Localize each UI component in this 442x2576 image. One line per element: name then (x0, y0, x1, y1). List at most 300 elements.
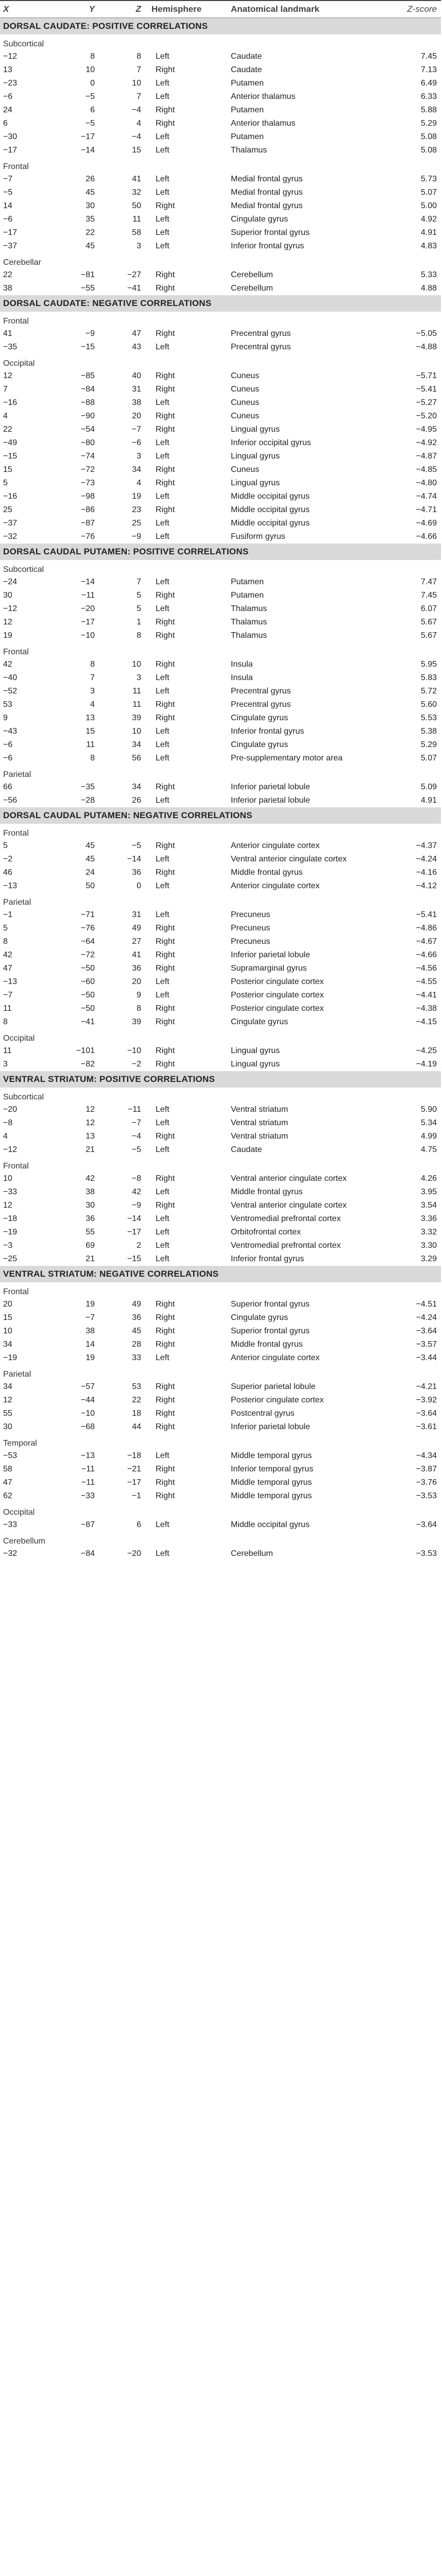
cell-y: −72 (80, 465, 95, 474)
cell-landmark: Caudate (231, 52, 262, 61)
cell-y: −17 (80, 618, 95, 626)
cell-z: 10 (132, 727, 141, 736)
region-row (0, 354, 441, 369)
region-row (0, 1282, 441, 1298)
cell-landmark: Medial frontal gyrus (231, 201, 303, 210)
table-row (0, 989, 441, 1002)
cell-z: 41 (132, 951, 141, 959)
cell-zscore: −3.53 (416, 1549, 437, 1558)
cell-x: 34 (3, 1382, 12, 1391)
cell-y: 22 (86, 228, 95, 237)
region-row (0, 1503, 441, 1518)
cell-y: 7 (90, 673, 95, 682)
cell-zscore: 4.75 (420, 1145, 437, 1154)
cell-z: −7 (131, 1118, 141, 1127)
cell-z: 4 (137, 119, 141, 128)
cell-hemisphere: Right (156, 479, 175, 487)
cell-landmark: Cerebellum (231, 284, 273, 293)
cell-hemisphere: Right (156, 1327, 175, 1335)
cell-landmark: Middle frontal gyrus (231, 1188, 303, 1196)
cell-zscore: −4.38 (416, 1004, 437, 1013)
cell-y: 35 (86, 215, 95, 224)
cell-x: 6 (3, 119, 8, 128)
cell-x: −56 (3, 796, 18, 805)
cell-x: 12 (3, 618, 12, 626)
cell-x: −2 (3, 855, 13, 863)
table-row (0, 463, 441, 477)
cell-y: −14 (80, 146, 95, 155)
cell-z: 11 (132, 700, 141, 709)
cell-hemisphere: Right (156, 385, 175, 394)
cell-z: 8 (137, 1004, 141, 1013)
region-label: Occipital (3, 1508, 35, 1517)
cell-z: 36 (132, 868, 141, 877)
cell-x: 34 (3, 1340, 12, 1349)
cell-zscore: 6.33 (420, 92, 437, 101)
table-row (0, 213, 441, 226)
cell-y: 6 (90, 106, 95, 114)
cell-x: −33 (3, 1188, 18, 1196)
table-row (0, 658, 441, 671)
cell-hemisphere: Right (156, 714, 175, 722)
cell-landmark: Superior parietal lobule (231, 1382, 316, 1391)
cell-hemisphere: Left (156, 1255, 169, 1263)
table-row (0, 530, 441, 544)
cell-hemisphere: Left (156, 796, 169, 805)
region-row (0, 642, 441, 658)
cell-zscore: 7.47 (420, 578, 437, 586)
cell-hemisphere: Right (156, 1300, 175, 1309)
cell-z: −8 (131, 1174, 141, 1183)
cell-y: −50 (80, 991, 95, 999)
cell-x: 62 (3, 1492, 12, 1500)
cell-x: 9 (3, 714, 8, 722)
cell-zscore: −3.92 (416, 1396, 437, 1404)
cell-y: 50 (86, 882, 95, 890)
cell-hemisphere: Left (156, 1105, 169, 1114)
cell-hemisphere: Left (156, 1188, 169, 1196)
cell-zscore: 5.53 (420, 714, 437, 722)
table-row (0, 922, 441, 935)
cell-zscore: −4.25 (416, 1046, 437, 1055)
column-header-zscore (356, 1, 441, 18)
region-label: Occipital (3, 359, 35, 368)
cell-z: −10 (127, 1046, 141, 1055)
table-row (0, 282, 441, 295)
cell-y: −41 (80, 1018, 95, 1026)
cell-hemisphere: Right (156, 1465, 175, 1473)
cell-zscore: 3.95 (420, 1188, 437, 1196)
cell-x: 12 (3, 1201, 12, 1210)
section-title: DORSAL CAUDAL PUTAMEN: POSITIVE CORRELATIONS (0, 544, 441, 560)
cell-y: 30 (86, 201, 95, 210)
cell-hemisphere: Left (156, 1353, 169, 1362)
cell-zscore: 5.29 (420, 119, 437, 128)
cell-y: −50 (80, 1004, 95, 1013)
cell-hemisphere: Right (156, 284, 175, 293)
cell-landmark: Anterior thalamus (231, 119, 296, 128)
cell-zscore: −4.95 (416, 425, 437, 434)
cell-zscore: −4.34 (416, 1451, 437, 1460)
cell-landmark: Precuneus (231, 924, 270, 933)
cell-y: 21 (86, 1145, 95, 1154)
cell-x: −12 (3, 1145, 18, 1154)
cell-landmark: Lingual gyrus (231, 425, 280, 434)
cell-z: 36 (132, 1313, 141, 1322)
cell-y: 8 (90, 660, 95, 669)
cell-hemisphere: Left (156, 740, 169, 749)
cell-landmark: Inferior occipital gyrus (231, 438, 311, 447)
cell-hemisphere: Left (156, 1228, 169, 1236)
cell-z: 36 (132, 964, 141, 973)
region-label: Parietal (3, 1370, 31, 1379)
cell-z: 8 (137, 631, 141, 640)
cell-x: −3 (3, 1241, 13, 1250)
cell-zscore: 7.45 (420, 52, 437, 61)
cell-y: 38 (86, 1327, 95, 1335)
cell-zscore: 5.34 (420, 1118, 437, 1127)
cell-zscore: −4.51 (416, 1300, 437, 1309)
cell-x: 19 (3, 631, 12, 640)
region-label: Frontal (3, 1287, 29, 1296)
region-label: Frontal (3, 1162, 29, 1171)
cell-hemisphere: Right (156, 591, 175, 600)
table-row (0, 711, 441, 725)
cell-x: −43 (3, 727, 18, 736)
region-row (0, 560, 441, 575)
cell-landmark: Ventral striatum (231, 1105, 288, 1114)
cell-z: 31 (132, 385, 141, 394)
region-label: Temporal (3, 1439, 37, 1448)
cell-landmark: Medial frontal gyrus (231, 188, 303, 197)
cell-x: −6 (3, 740, 13, 749)
cell-landmark: Posterior cingulate cortex (231, 991, 324, 999)
cell-landmark: Insula (231, 660, 253, 669)
cell-hemisphere: Left (156, 977, 169, 986)
cell-z: 10 (132, 79, 141, 88)
cell-landmark: Inferior frontal gyrus (231, 242, 304, 250)
table-row (0, 1463, 441, 1476)
cell-landmark: Inferior parietal lobule (231, 951, 310, 959)
table-row (0, 1143, 441, 1157)
cell-x: 15 (3, 1313, 12, 1322)
cell-y: −57 (80, 1382, 95, 1391)
column-header-x: X (0, 1, 47, 18)
table-row (0, 327, 441, 341)
section-header (0, 295, 441, 312)
cell-hemisphere: Right (156, 1004, 175, 1013)
cell-y: 8 (90, 754, 95, 762)
cell-landmark: Cuneus (231, 371, 260, 380)
cell-zscore: −4.80 (416, 479, 437, 487)
cell-hemisphere: Right (156, 964, 175, 973)
cell-z: 1 (137, 618, 141, 626)
table-row (0, 685, 441, 698)
cell-x: −25 (3, 1255, 18, 1263)
table-row (0, 50, 441, 63)
cell-hemisphere: Right (156, 1174, 175, 1183)
cell-z: 28 (132, 1340, 141, 1349)
cell-hemisphere: Left (156, 146, 169, 155)
cell-y: −84 (80, 1549, 95, 1558)
column-header-zscore-label: Z-score (407, 4, 437, 14)
cell-z: 23 (132, 505, 141, 514)
region-label: Subcortical (3, 565, 44, 574)
cell-hemisphere: Right (156, 631, 175, 640)
cell-landmark: Cingulate gyrus (231, 1313, 288, 1322)
section-title: VENTRAL STRIATUM: NEGATIVE CORRELATIONS (0, 1266, 441, 1282)
cell-hemisphere: Right (156, 329, 175, 338)
cell-zscore: −4.56 (416, 964, 437, 973)
cell-landmark: Middle occipital gyrus (231, 519, 310, 528)
cell-z: −20 (127, 1549, 141, 1558)
cell-x: 13 (3, 65, 12, 74)
cell-x: 53 (3, 700, 12, 709)
cell-x: 66 (3, 783, 12, 791)
cell-x: 11 (3, 1046, 12, 1055)
table-row (0, 104, 441, 117)
table-row (0, 1185, 441, 1199)
cell-z: 32 (132, 188, 141, 197)
table-row (0, 794, 441, 807)
cell-zscore: 5.07 (420, 188, 437, 197)
cell-z: 53 (132, 1382, 141, 1391)
table-row (0, 186, 441, 199)
cell-landmark: Middle frontal gyrus (231, 1340, 303, 1349)
region-label: Cerebellum (3, 1537, 45, 1546)
region-label: Frontal (3, 648, 29, 656)
cell-y: −87 (80, 519, 95, 528)
table-row (0, 725, 441, 738)
table-row (0, 90, 441, 104)
table-row (0, 1394, 441, 1407)
region-row (0, 1532, 441, 1547)
cell-landmark: Cingulate gyrus (231, 714, 288, 722)
cell-y: −90 (80, 412, 95, 420)
cell-hemisphere: Right (156, 924, 175, 933)
cell-x: −15 (3, 452, 18, 461)
cell-zscore: 5.33 (420, 270, 437, 279)
cell-zscore: −4.85 (416, 465, 437, 474)
cell-z: −15 (127, 1255, 141, 1263)
table-row (0, 1351, 441, 1365)
cell-hemisphere: Left (156, 79, 169, 88)
table-row (0, 866, 441, 879)
cell-hemisphere: Right (156, 1201, 175, 1210)
table-row (0, 1002, 441, 1015)
cell-x: 12 (3, 371, 12, 380)
table-row (0, 1489, 441, 1503)
cell-zscore: 5.08 (420, 146, 437, 155)
cell-x: −17 (3, 146, 18, 155)
column-header-landmark: Anatomical landmark (228, 1, 356, 18)
cell-zscore: 3.36 (420, 1214, 437, 1223)
cell-y: 15 (86, 727, 95, 736)
cell-z: 20 (132, 977, 141, 986)
cell-x: 8 (3, 937, 8, 946)
cell-y: 26 (86, 175, 95, 183)
cell-z: −18 (127, 1451, 141, 1460)
cell-y: −7 (85, 1313, 95, 1322)
cell-x: 22 (3, 425, 12, 434)
cell-x: 58 (3, 1465, 12, 1473)
cell-y: 19 (86, 1300, 95, 1309)
cell-landmark: Middle temporal gyrus (231, 1478, 312, 1487)
table-row (0, 935, 441, 948)
cell-y: 30 (86, 1201, 95, 1210)
cell-x: −16 (3, 492, 18, 501)
cell-y: 12 (86, 1105, 95, 1114)
cell-zscore: 4.91 (420, 796, 437, 805)
table-row (0, 477, 441, 490)
cell-zscore: −3.53 (416, 1492, 437, 1500)
table-row (0, 1380, 441, 1394)
cell-z: 50 (132, 201, 141, 210)
cell-landmark: Lingual gyrus (231, 479, 280, 487)
cell-landmark: Ventral anterior cingulate cortex (231, 1201, 347, 1210)
cell-x: −49 (3, 438, 18, 447)
cell-zscore: −4.88 (416, 343, 437, 351)
cell-landmark: Cingulate gyrus (231, 740, 288, 749)
cell-z: −6 (131, 438, 141, 447)
cell-zscore: −4.15 (416, 1018, 437, 1026)
cell-y: −13 (80, 1451, 95, 1460)
cell-z: 9 (137, 991, 141, 999)
region-label: Occipital (3, 1034, 35, 1043)
cell-zscore: 5.00 (420, 201, 437, 210)
cell-zscore: −3.76 (416, 1478, 437, 1487)
table-row (0, 117, 441, 130)
table-row (0, 423, 441, 436)
cell-z: 43 (132, 343, 141, 351)
cell-zscore: 4.91 (420, 228, 437, 237)
cell-hemisphere: Right (156, 1018, 175, 1026)
cell-hemisphere: Left (156, 242, 169, 250)
cell-zscore: 5.72 (420, 687, 437, 696)
cell-zscore: 5.08 (420, 132, 437, 141)
cell-y: −76 (80, 924, 95, 933)
cell-zscore: −4.74 (416, 492, 437, 501)
table-row (0, 396, 441, 410)
section-title: DORSAL CAUDATE: NEGATIVE CORRELATIONS (0, 295, 441, 312)
cell-y: −33 (80, 1492, 95, 1500)
region-label: Subcortical (3, 1093, 44, 1101)
cell-landmark: Middle temporal gyrus (231, 1492, 312, 1500)
cell-hemisphere: Right (156, 1340, 175, 1349)
cell-zscore: −4.24 (416, 1313, 437, 1322)
cell-zscore: 5.90 (420, 1105, 437, 1114)
cell-z: −11 (128, 1105, 141, 1114)
cell-landmark: Thalamus (231, 618, 267, 626)
cell-y: 38 (86, 1188, 95, 1196)
table-row (0, 1239, 441, 1252)
cell-y: −14 (80, 578, 95, 586)
cell-x: −8 (3, 1118, 13, 1127)
cell-y: 14 (86, 1340, 95, 1349)
cell-x: 42 (3, 951, 12, 959)
table-row (0, 1058, 441, 1071)
cell-hemisphere: Left (156, 754, 169, 762)
cell-x: −19 (3, 1353, 18, 1362)
cell-landmark: Lingual gyrus (231, 1046, 280, 1055)
cell-y: 13 (86, 1132, 95, 1141)
table-row (0, 369, 441, 383)
table-row (0, 1044, 441, 1058)
cell-hemisphere: Left (156, 1214, 169, 1223)
cell-hemisphere: Left (156, 1520, 169, 1529)
cell-z: −14 (127, 1214, 141, 1223)
table-row (0, 1311, 441, 1325)
cell-landmark: Middle temporal gyrus (231, 1451, 312, 1460)
cell-x: 30 (3, 1422, 12, 1431)
cell-landmark: Precuneus (231, 910, 270, 919)
cell-hemisphere: Left (156, 92, 169, 101)
table-row (0, 1252, 441, 1266)
cell-landmark: Precentral gyrus (231, 700, 291, 709)
cell-zscore: −5.05 (416, 329, 437, 338)
cell-x: −7 (3, 991, 13, 999)
header-row (0, 1, 441, 18)
cell-x: 14 (3, 201, 12, 210)
cell-z: 40 (132, 371, 141, 380)
cell-landmark: Postcentral gyrus (231, 1409, 295, 1418)
cell-z: −5 (131, 841, 141, 850)
cell-landmark: Thalamus (231, 631, 267, 640)
cell-y: −85 (80, 371, 95, 380)
section-title: DORSAL CAUDAL PUTAMEN: NEGATIVE CORRELATIONS (0, 807, 441, 824)
cell-y: −17 (80, 132, 95, 141)
cell-hemisphere: Right (156, 1422, 175, 1431)
cell-y: −74 (80, 452, 95, 461)
cell-landmark: Ventral striatum (231, 1118, 288, 1127)
cell-z: 11 (132, 215, 141, 224)
cell-z: 58 (132, 228, 141, 237)
cell-z: 42 (132, 1188, 141, 1196)
cell-hemisphere: Left (156, 519, 169, 528)
cell-y: 19 (86, 1353, 95, 1362)
cell-hemisphere: Right (156, 618, 175, 626)
cell-z: −14 (127, 855, 141, 863)
table-row (0, 436, 441, 450)
cell-zscore: 3.29 (420, 1255, 437, 1263)
cell-x: 30 (3, 591, 12, 600)
cell-landmark: Inferior parietal lobule (231, 796, 310, 805)
cell-y: −87 (80, 1520, 95, 1529)
cell-landmark: Caudate (231, 1145, 262, 1154)
cell-z: 15 (132, 146, 141, 155)
region-row (0, 312, 441, 327)
cell-hemisphere: Right (156, 1046, 175, 1055)
region-row (0, 157, 441, 173)
table-row (0, 962, 441, 975)
cell-landmark: Lingual gyrus (231, 1060, 280, 1069)
cell-x: 46 (3, 868, 12, 877)
cell-zscore: 5.73 (420, 175, 437, 183)
region-row (0, 765, 441, 781)
cell-z: 7 (137, 578, 141, 586)
cell-z: −1 (131, 1492, 141, 1500)
cell-hemisphere: Left (156, 1549, 169, 1558)
cell-landmark: Anterior cingulate cortex (231, 882, 320, 890)
table-row (0, 77, 441, 90)
cell-zscore: −3.87 (416, 1465, 437, 1473)
cell-landmark: Putamen (231, 578, 264, 586)
region-row (0, 824, 441, 839)
cell-landmark: Orbitofrontal cortex (231, 1228, 301, 1236)
cell-x: −33 (3, 1520, 18, 1529)
cell-x: 11 (3, 1004, 12, 1013)
cell-z: 34 (132, 783, 141, 791)
